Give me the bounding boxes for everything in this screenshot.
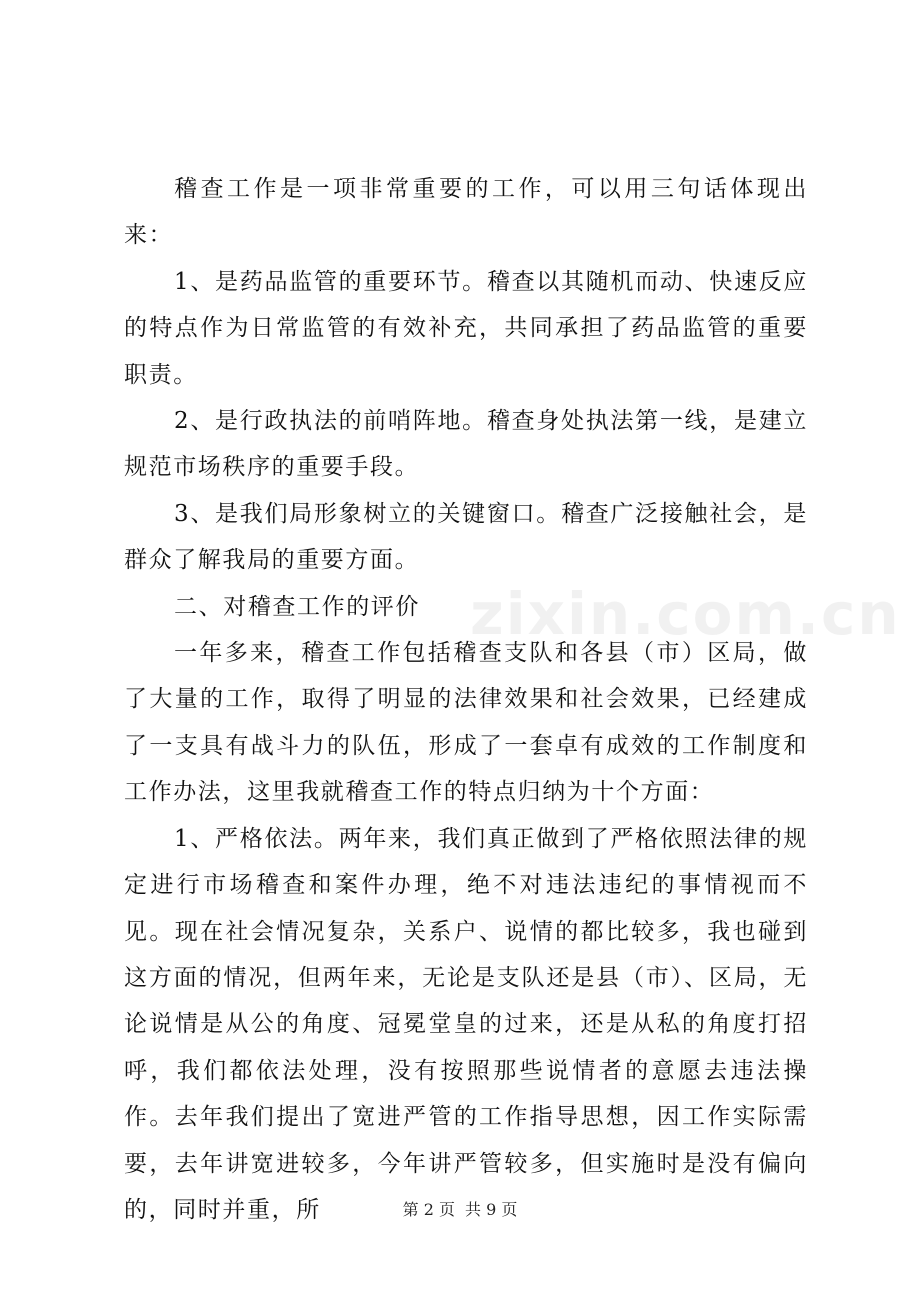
paragraph-intro: 稽查工作是一项非常重要的工作，可以用三句话体现出来： [124,176,808,249]
paragraph-point-1: 1、是药品监管的重要环节。稽查以其随机而动、快速反应的特点作为日常监管的有效补充，共同承担了药品监管的重要职责。 [124,268,808,388]
page-number: 第 2 页 [402,1200,455,1219]
section-heading: 二、对稽查工作的评价 [174,593,420,620]
watermark-logo: zixin.com.cn [470,580,901,648]
page-total: 共 9 页 [465,1200,518,1219]
paragraph-point-3: 3、是我们局形象树立的关键窗口。稽查广泛接触社会，是群众了解我局的重要方面。 [124,500,808,574]
paragraph-strict-law: 1、严格依法。两年来，我们真正做到了严格依照法律的规定进行市场稽查和案件办理，绝不对违法违纪的事情视而不见。现在社会情况复杂，关系户、说情的都比较多，我也碰到这方面的情况，但两年来，无论是支队还是县（市）、区局，无论说情是从公的角度、冠冕堂皇的过来，还是从私的角度打招呼，我们都依法处理，没有按照那些说情者的意愿去违法操作。去年我们提出了宽进严管的工作指导思想，因工作实际需要，去年讲宽进较多，今年讲严管较多，但实施时是没有偏向的，同时并重，所 [124,825,808,1223]
page-footer [0,1197,920,1220]
paragraph-point-2: 2、是行政执法的前哨阵地。稽查身处执法第一线，是建立规范市场秩序的重要手段。 [124,408,808,481]
document-body [124,166,808,1233]
paragraph-evaluation: 一年多来，稽查工作包括稽查支队和各县（市）区局，做了大量的工作，取得了明显的法律效果和社会效果，已经建成了一支具有战斗力的队伍，形成了一套卓有成效的工作制度和工作办法，这里我就稽查工作的特点归纳为十个方面： [124,640,808,806]
